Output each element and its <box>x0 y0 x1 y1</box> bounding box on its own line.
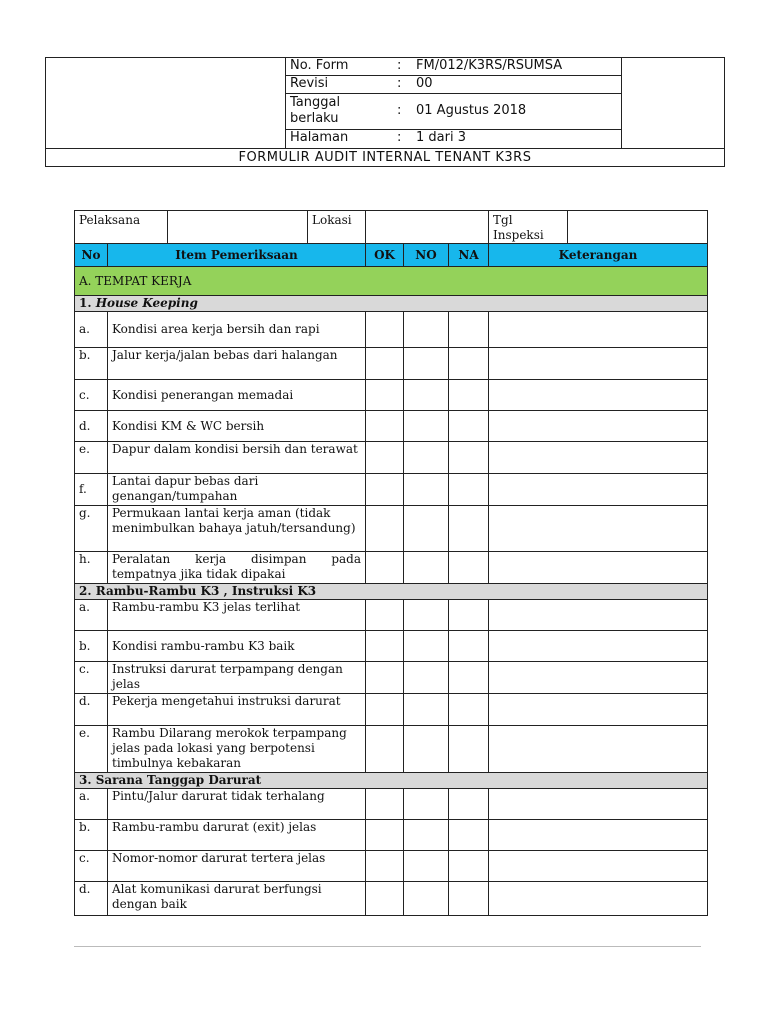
ok-cell[interactable] <box>366 882 404 916</box>
pelaksana-field[interactable] <box>168 211 308 244</box>
no-cell[interactable] <box>404 442 449 474</box>
keterangan-cell[interactable] <box>489 552 708 584</box>
keterangan-cell[interactable] <box>489 851 708 882</box>
table-row <box>75 726 708 773</box>
na-cell[interactable] <box>449 820 489 851</box>
item-no: c. <box>75 851 108 882</box>
keterangan-cell[interactable] <box>489 506 708 552</box>
pelaksana-label: Pelaksana <box>75 211 168 244</box>
na-cell[interactable] <box>449 789 489 820</box>
ok-cell[interactable] <box>366 348 404 380</box>
ok-cell[interactable] <box>366 380 404 411</box>
item-text: Instruksi darurat terpampang dengan jelas <box>108 662 366 694</box>
revision-value: 00 <box>416 76 433 91</box>
ok-cell[interactable] <box>366 726 404 773</box>
effective-date-label: Tanggal berlaku <box>290 95 341 126</box>
ok-cell[interactable] <box>366 600 404 631</box>
item-no: b. <box>75 631 108 662</box>
table-row <box>75 662 708 694</box>
na-cell[interactable] <box>449 442 489 474</box>
section-row <box>75 267 708 296</box>
group-header <box>75 296 708 312</box>
item-text: Alat komunikasi darurat berfungsi dengan baik <box>108 882 366 916</box>
table-row <box>75 694 708 726</box>
na-cell[interactable] <box>449 506 489 552</box>
item-text: Pintu/Jalur darurat tidak terhalang <box>108 789 366 820</box>
ok-cell[interactable] <box>366 851 404 882</box>
ok-cell[interactable] <box>366 474 404 506</box>
group-title <box>75 296 708 312</box>
item-text: Rambu-rambu K3 jelas terlihat <box>108 600 366 631</box>
separator: : <box>397 103 402 118</box>
item-text: Lantai dapur bebas dari genangan/tumpahan <box>108 474 366 506</box>
na-cell[interactable] <box>449 411 489 442</box>
ok-cell[interactable] <box>366 662 404 694</box>
group-title: 3. Sarana Tanggap Darurat <box>75 773 708 789</box>
no-cell[interactable] <box>404 380 449 411</box>
table-row <box>75 348 708 380</box>
form-number-row <box>286 58 621 76</box>
keterangan-cell[interactable] <box>489 600 708 631</box>
na-cell[interactable] <box>449 726 489 773</box>
item-no: b. <box>75 348 108 380</box>
info-row <box>75 211 708 244</box>
keterangan-cell[interactable] <box>489 312 708 348</box>
ok-cell[interactable] <box>366 694 404 726</box>
item-text: Kondisi penerangan memadai <box>108 380 366 411</box>
form-info-box <box>285 58 622 148</box>
keterangan-cell[interactable] <box>489 411 708 442</box>
no-cell[interactable] <box>404 726 449 773</box>
table-row <box>75 851 708 882</box>
item-text: Dapur dalam kondisi bersih dan terawat <box>108 442 366 474</box>
item-text: Permukaan lantai kerja aman (tidak menimbulkan bahaya jatuh/tersandung) <box>108 506 366 552</box>
no-cell[interactable] <box>404 851 449 882</box>
page-label: Halaman <box>290 130 349 145</box>
column-header-row <box>75 244 708 267</box>
na-cell[interactable] <box>449 851 489 882</box>
no-cell[interactable] <box>404 882 449 916</box>
audit-table <box>74 210 708 916</box>
keterangan-cell[interactable] <box>489 442 708 474</box>
lokasi-field[interactable] <box>366 211 489 244</box>
group-title-text: House Keeping <box>95 296 198 310</box>
group-title: 2. Rambu-Rambu K3 , Instruksi K3 <box>75 584 708 600</box>
table-row <box>75 442 708 474</box>
table-row <box>75 600 708 631</box>
separator: : <box>397 130 402 145</box>
ok-cell[interactable] <box>366 789 404 820</box>
keterangan-cell[interactable] <box>489 380 708 411</box>
item-text: Rambu Dilarang merokok terpampang jelas pada lokasi yang berpotensi timbulnya kebakaran <box>108 726 366 773</box>
col-keterangan: Keterangan <box>489 244 708 267</box>
table-row <box>75 474 708 506</box>
item-no: h. <box>75 552 108 584</box>
lokasi-label: Lokasi <box>308 211 366 244</box>
na-cell[interactable] <box>449 631 489 662</box>
item-no: d. <box>75 694 108 726</box>
keterangan-cell[interactable] <box>489 694 708 726</box>
col-ok: OK <box>366 244 404 267</box>
table-row <box>75 506 708 552</box>
col-item: Item Pemeriksaan <box>108 244 366 267</box>
table-row <box>75 411 708 442</box>
no-cell[interactable] <box>404 662 449 694</box>
ok-cell[interactable] <box>366 552 404 584</box>
item-no: b. <box>75 820 108 851</box>
group-header <box>75 584 708 600</box>
no-cell[interactable] <box>404 820 449 851</box>
tgl-inspeksi-label: Tgl Inspeksi <box>489 211 568 244</box>
item-no: a. <box>75 789 108 820</box>
item-no: c. <box>75 380 108 411</box>
tgl-inspeksi-field[interactable] <box>568 211 708 244</box>
table-row <box>75 631 708 662</box>
na-cell[interactable] <box>449 380 489 411</box>
no-cell[interactable] <box>404 789 449 820</box>
no-cell[interactable] <box>404 600 449 631</box>
page-footer-divider <box>74 946 701 947</box>
item-no: e. <box>75 442 108 474</box>
col-no-status: NO <box>404 244 449 267</box>
ok-cell[interactable] <box>366 506 404 552</box>
keterangan-cell[interactable] <box>489 726 708 773</box>
revision-row <box>286 76 621 94</box>
no-cell[interactable] <box>404 348 449 380</box>
item-no: e. <box>75 726 108 773</box>
col-na: NA <box>449 244 489 267</box>
item-no: a. <box>75 600 108 631</box>
separator: : <box>397 58 402 73</box>
no-cell[interactable] <box>404 694 449 726</box>
item-text: Nomor-nomor darurat tertera jelas <box>108 851 366 882</box>
na-cell[interactable] <box>449 694 489 726</box>
group-header <box>75 773 708 789</box>
effective-date-row <box>286 94 621 130</box>
table-row <box>75 380 708 411</box>
keterangan-cell[interactable] <box>489 882 708 916</box>
page-row <box>286 130 621 148</box>
item-text: Kondisi rambu-rambu K3 baik <box>108 631 366 662</box>
na-cell[interactable] <box>449 882 489 916</box>
table-row <box>75 789 708 820</box>
item-no: a. <box>75 312 108 348</box>
item-text: Jalur kerja/jalan bebas dari halangan <box>108 348 366 380</box>
form-title: FORMULIR AUDIT INTERNAL TENANT K3RS <box>46 148 724 167</box>
na-cell[interactable] <box>449 312 489 348</box>
table-row <box>75 552 708 584</box>
item-no: g. <box>75 506 108 552</box>
ok-cell[interactable] <box>366 820 404 851</box>
no-cell[interactable] <box>404 474 449 506</box>
na-cell[interactable] <box>449 348 489 380</box>
item-no: d. <box>75 411 108 442</box>
keterangan-cell[interactable] <box>489 789 708 820</box>
item-no: c. <box>75 662 108 694</box>
no-cell[interactable] <box>404 506 449 552</box>
no-cell[interactable] <box>404 631 449 662</box>
separator: : <box>397 76 402 91</box>
item-no: d. <box>75 882 108 916</box>
keterangan-cell[interactable] <box>489 348 708 380</box>
effective-date-value: 01 Agustus 2018 <box>416 103 527 118</box>
form-header <box>45 57 725 167</box>
na-cell[interactable] <box>449 600 489 631</box>
table-row <box>75 312 708 348</box>
item-text: Rambu-rambu darurat (exit) jelas <box>108 820 366 851</box>
ok-cell[interactable] <box>366 312 404 348</box>
na-cell[interactable] <box>449 474 489 506</box>
ok-cell[interactable] <box>366 442 404 474</box>
group-number: 1. <box>79 296 92 310</box>
item-text: Peralatan kerja disimpan pada tempatnya jika tidak dipakai <box>108 552 366 584</box>
item-no: f. <box>75 474 108 506</box>
no-cell[interactable] <box>404 552 449 584</box>
form-number-value: FM/012/K3RS/RSUMSA <box>416 58 563 73</box>
ok-cell[interactable] <box>366 411 404 442</box>
no-cell[interactable] <box>404 411 449 442</box>
page-value: 1 dari 3 <box>416 130 466 145</box>
table-row <box>75 820 708 851</box>
ok-cell[interactable] <box>366 631 404 662</box>
keterangan-cell[interactable] <box>489 820 708 851</box>
keterangan-cell[interactable] <box>489 474 708 506</box>
item-text: Kondisi area kerja bersih dan rapi <box>108 312 366 348</box>
section-title: A. TEMPAT KERJA <box>75 267 708 296</box>
keterangan-cell[interactable] <box>489 631 708 662</box>
col-no: No <box>75 244 108 267</box>
revision-label: Revisi <box>290 76 329 91</box>
no-cell[interactable] <box>404 312 449 348</box>
table-row <box>75 882 708 916</box>
keterangan-cell[interactable] <box>489 662 708 694</box>
na-cell[interactable] <box>449 552 489 584</box>
na-cell[interactable] <box>449 662 489 694</box>
item-text: Kondisi KM & WC bersih <box>108 411 366 442</box>
item-text: Pekerja mengetahui instruksi darurat <box>108 694 366 726</box>
form-number-label: No. Form <box>290 58 349 73</box>
